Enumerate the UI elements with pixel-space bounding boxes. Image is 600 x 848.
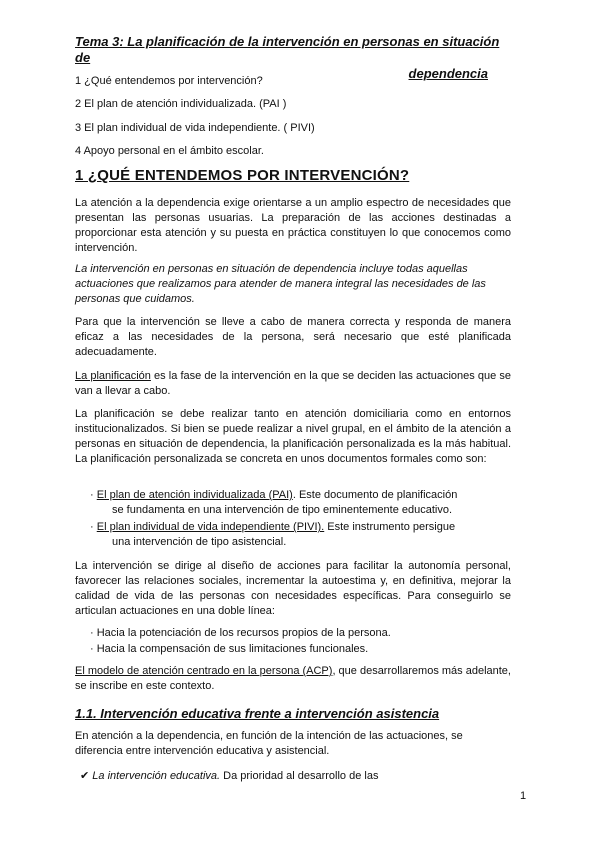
paragraph-5: La planificación se debe realizar tanto en atención domiciliaria como en entornos institucionalizados. Si bien se puede realizar a nivel grupal, en el ámbito de la atención a personas en situación de dependencia, la planificación personalizada es la más habitual. La planificación personalizada se concreta en unos documentos formales como son: (75, 408, 511, 465)
bullet-pai-text: . Este documento de planificación (292, 489, 458, 501)
bullet-pai: · El plan de atención individualizada (PAI). Este documento de planificación se fundamenta en una intervención de tipo eminentemente educativo. (90, 488, 510, 518)
check-term: La intervención educativa. (92, 770, 221, 782)
paragraph-7 (75, 664, 511, 694)
acp-term: El modelo de atención centrado en la persona (ACP) (75, 665, 333, 677)
page-number: 1 (520, 790, 527, 802)
bullet-pai-continuation: se fundamenta en una intervención de tipo eminentemente educativo. (112, 504, 453, 516)
paragraph-6: La intervención se dirige al diseño de acciones para facilitar la autonomía personal, favorecer las relaciones sociales, incrementar la autoestima y, en definitiva, mejorar la calidad de vida de las personas con necesidades específicas. Para conseguirlo se articulan actuaciones en una doble línea: (75, 560, 511, 617)
paragraph-7-text: , que desarrollaremos más adelante, se inscribe en este contexto. (75, 665, 511, 692)
title-line-1: Tema 3: La planificación de la intervención en personas en situación de (75, 34, 500, 65)
check-text: Da prioridad al desarrollo de las (220, 770, 379, 782)
title-line-2: dependencia (408, 66, 488, 81)
section-1-heading: 1 ¿QUÉ ENTENDEMOS POR INTERVENCIÓN? (75, 167, 410, 184)
planificacion-term: La planificación (75, 370, 151, 382)
paragraph-4-text: es la fase de la intervención en la que se deciden las actuaciones que se van a llevar a cabo. (75, 370, 511, 397)
toc-item-4: 4 Apoyo personal en el ámbito escolar. (75, 145, 264, 157)
toc-item-2: 2 El plan de atención individualizada. (PAI ) (75, 98, 287, 110)
bullet-pivi-term: El plan individual de vida independiente (PIVI). (96, 521, 325, 533)
toc-item-1: 1 ¿Qué entendemos por intervención? (75, 75, 263, 87)
toc-item-3: 3 El plan individual de vida independiente. ( PIVI) (75, 122, 315, 134)
paragraph-3: Para que la intervención se lleve a cabo de manera correcta y responda de manera eficaz a las necesidades de la persona, será necesario que esté planificada adecuadamente. (75, 316, 511, 358)
bullet-pai-term: El plan de atención individualizada (PAI) (96, 489, 293, 501)
paragraph-1: La atención a la dependencia exige orientarse a un amplio espectro de necesidades que presentan las personas usuarias. La preparación de las acciones destinadas a proporcionar esta atención y su puesta en práctica constituyen lo que conocemos como intervención. (75, 197, 511, 254)
checklist-item (80, 769, 378, 784)
paragraph-8: En atención a la dependencia, en función de la intención de las actuaciones, se diferencia entre intervención educativa y asistencial. (75, 730, 463, 757)
bullet-pivi-text: Este instrumento persigue (324, 521, 456, 533)
check-icon: ✔ (80, 770, 90, 782)
bullet-pivi: · El plan individual de vida independiente (PIVI). Este instrumento persigue una intervención de tipo asistencial. (90, 520, 510, 550)
paragraph-2: La intervención en personas en situación de dependencia incluye todas aquellas actuaciones que realizamos para atender de manera integral las necesidades de las personas que cuidamos. (75, 263, 486, 305)
bullet-potenciacion: · Hacia la potenciación de los recursos propios de la persona. (90, 627, 391, 639)
bullet-compensacion: · Hacia la compensación de sus limitaciones funcionales. (90, 643, 369, 655)
bullet-pivi-continuation: una intervención de tipo asistencial. (112, 536, 287, 548)
paragraph-4 (75, 369, 511, 399)
section-1-1-heading: 1.1. Intervención educativa frente a intervención asistencia (75, 706, 440, 721)
